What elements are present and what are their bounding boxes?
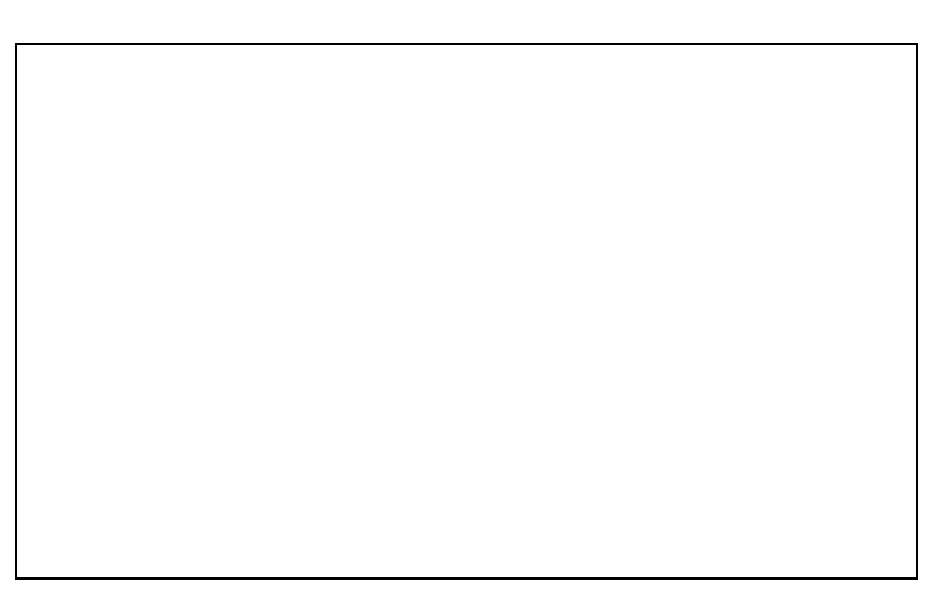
table-frame	[15, 43, 918, 580]
